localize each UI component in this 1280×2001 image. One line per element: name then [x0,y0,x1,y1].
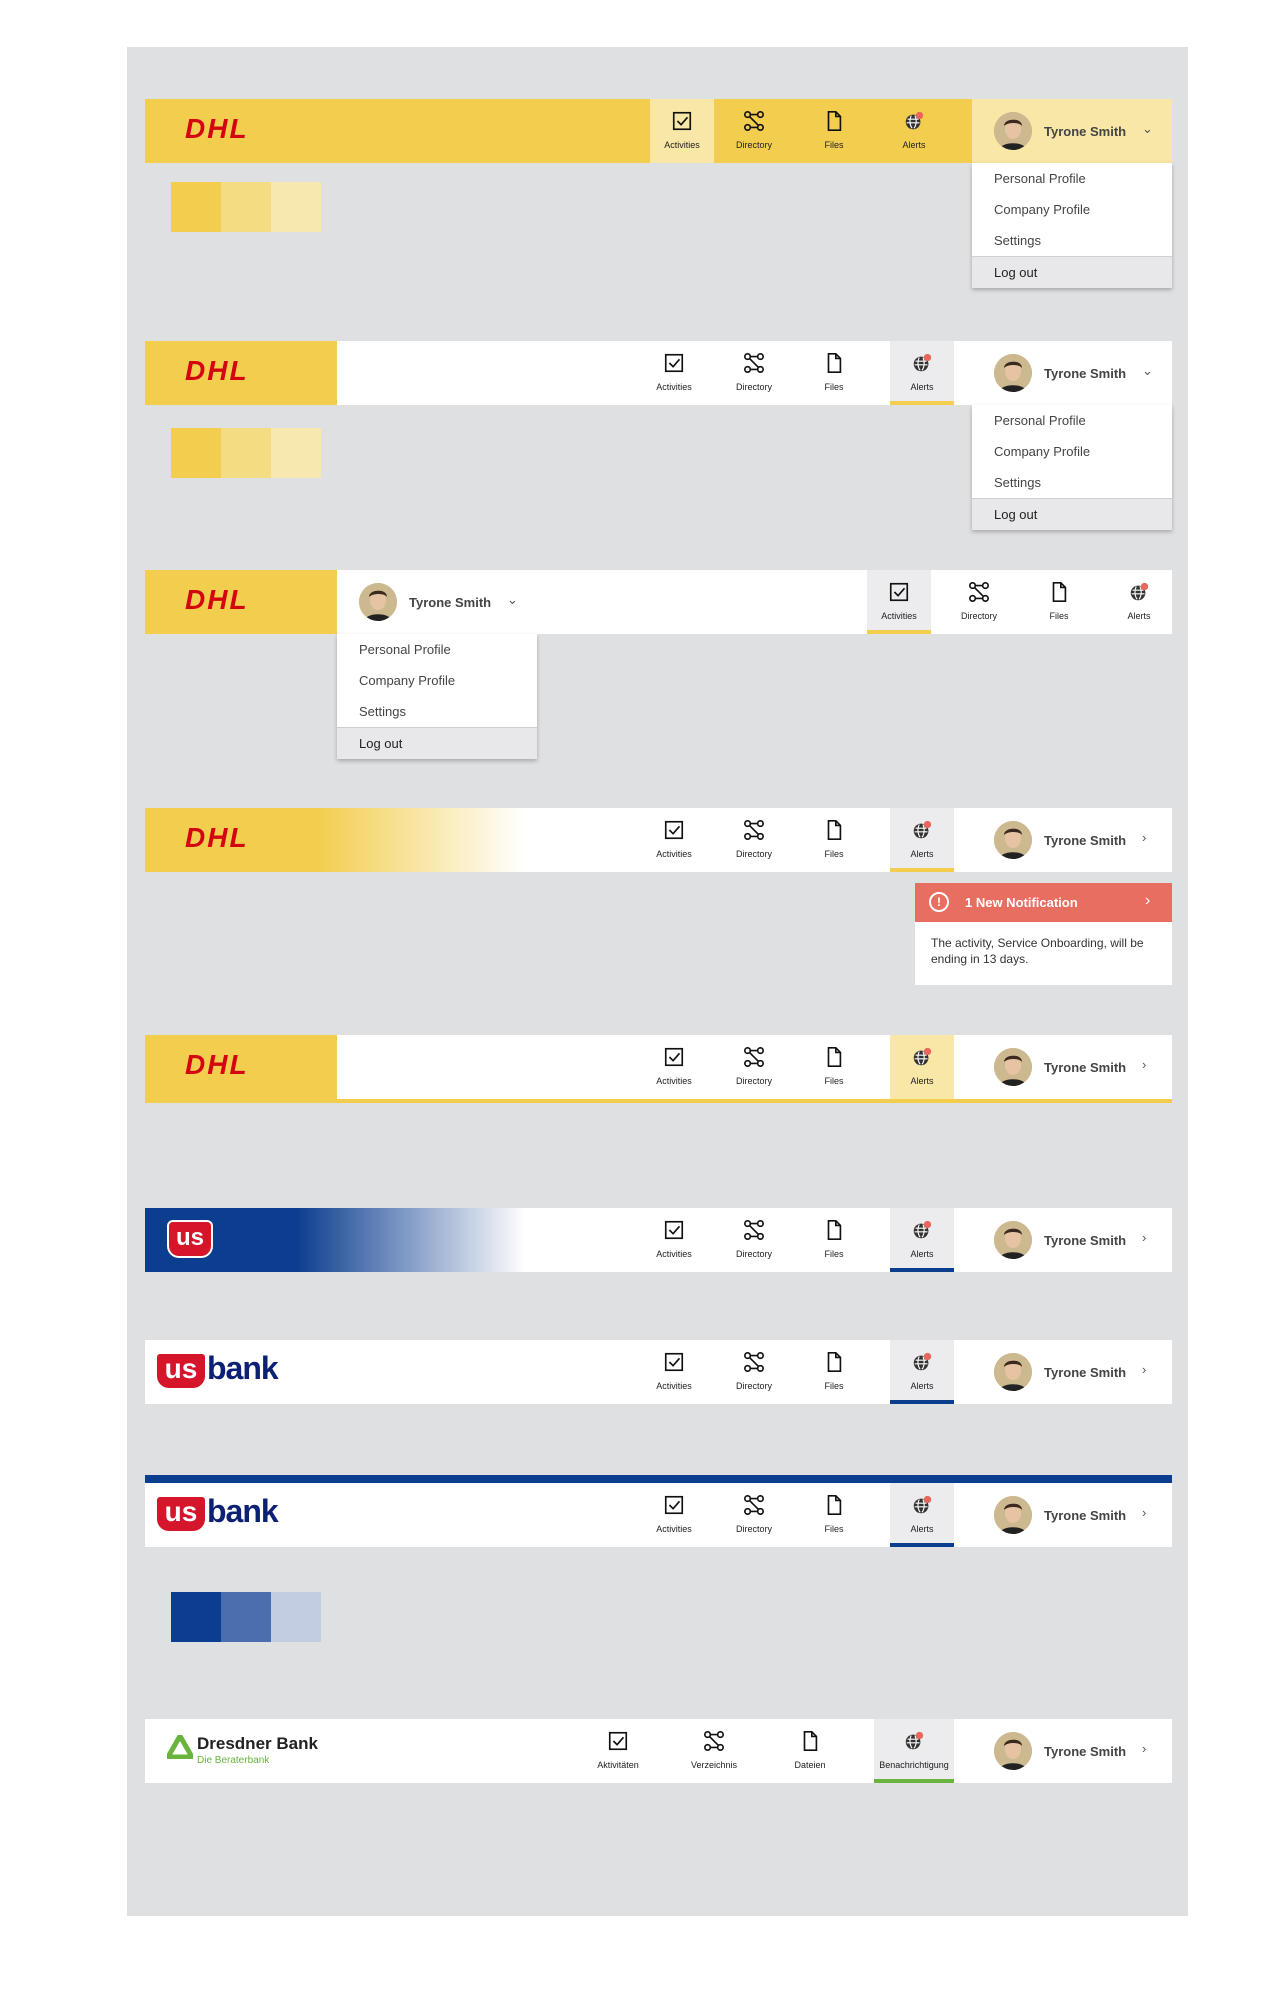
globe-alert-icon [1128,581,1150,603]
menu-logout[interactable]: Log out [972,498,1172,530]
file-icon [823,1219,845,1241]
nav-activities[interactable]: Activities [634,1483,714,1547]
nav-files[interactable]: Files [794,99,874,163]
menu-company-profile[interactable]: Company Profile [994,202,1091,217]
avatar [994,1048,1032,1086]
avatar [994,1496,1032,1534]
notification-header[interactable] [915,883,1172,922]
usbank-logo[interactable] [157,1340,317,1404]
network-icon [743,1494,765,1516]
nav-alerts[interactable]: Benachrichtigung [874,1719,954,1783]
us-logo[interactable] [145,1208,525,1272]
user-menu-toggle[interactable]: Tyrone Smith › [972,1719,1172,1783]
nav-alerts[interactable]: Alerts [890,808,954,872]
checkbox-icon [663,1046,685,1068]
nav-files[interactable]: Files [794,1035,874,1099]
globe-alert-icon [903,110,925,132]
nav-alerts[interactable]: Alerts [890,1340,954,1404]
dresdner-triangle-icon [167,1735,193,1759]
dhl-header-1 [145,99,1172,163]
file-icon [799,1730,821,1752]
file-icon [823,110,845,132]
chevron-right-icon: › [1142,1230,1147,1245]
dresdner-header [145,1719,1172,1783]
menu-settings[interactable]: Settings [994,475,1041,490]
user-menu-toggle[interactable]: Tyrone Smith › [972,1208,1172,1272]
avatar [994,821,1032,859]
nav-alerts[interactable]: Alerts [890,1208,954,1272]
nav-alerts[interactable]: Alerts [890,1035,954,1099]
dresdner-wordmark: Dresdner Bank [197,1734,318,1753]
globe-alert-icon [911,1494,933,1516]
nav-files[interactable]: Files [794,808,874,872]
globe-alert-icon [911,352,933,374]
user-menu-toggle[interactable]: Tyrone Smith › [972,1483,1172,1547]
nav-files[interactable]: Files [1019,570,1099,634]
nav-directory[interactable]: Directory [714,808,794,872]
nav-activities[interactable]: Activities [867,570,931,634]
avatar [994,1221,1032,1259]
notification-panel [915,883,1172,985]
swatch-blue-light [271,1592,321,1642]
dhl-logo[interactable]: DHL [145,570,337,634]
dhl-header-5 [145,1035,1172,1103]
user-menu-toggle[interactable]: Tyrone Smith › [972,1035,1172,1099]
nav-directory[interactable]: Directory [714,99,794,163]
nav-alerts[interactable]: Alerts [874,99,954,163]
checkbox-icon [671,110,693,132]
nav-activities[interactable]: Activities [650,99,714,163]
swatch-blue-mid [221,1592,271,1642]
swatch-blue [171,1592,221,1642]
nav-alerts[interactable]: Alerts [890,1483,954,1547]
nav-files[interactable]: Files [794,1208,874,1272]
nav-files[interactable]: Dateien [762,1719,858,1783]
usbank-header-1 [145,1340,1172,1404]
checkbox-icon [663,352,685,374]
checkbox-icon [663,1494,685,1516]
globe-alert-icon [911,1046,933,1068]
user-dropdown-2 [972,405,1172,530]
user-menu-toggle[interactable]: Tyrone Smith › [972,1340,1172,1404]
nav-alerts[interactable]: Alerts [1099,570,1179,634]
user-dropdown-1 [972,163,1172,288]
nav-alerts[interactable]: Alerts [890,341,954,405]
menu-personal-profile[interactable]: Personal Profile [994,413,1086,428]
nav-directory[interactable]: Directory [714,341,794,405]
avatar [994,112,1032,150]
file-icon [823,1351,845,1373]
notification-body: The activity, Service Onboarding, will be ending in 13 days. [931,936,1144,966]
usbank-shield: us [157,1354,205,1388]
nav-directory[interactable]: Directory [939,570,1019,634]
checkbox-icon [607,1730,629,1752]
chevron-right-icon: › [1142,1741,1147,1756]
menu-personal-profile[interactable]: Personal Profile [359,642,451,657]
nav-activities[interactable]: Aktivitäten [570,1719,666,1783]
user-menu-toggle[interactable]: Tyrone Smith ⌄ [337,570,537,634]
checkbox-icon [663,819,685,841]
usbank-shield: us [157,1497,205,1531]
usbank-wordmark: bank [207,1350,278,1386]
swatch-yellow [171,428,221,478]
usbank-top-stripe [145,1475,1172,1483]
menu-personal-profile[interactable]: Personal Profile [994,171,1086,186]
chevron-right-icon: › [1142,1362,1147,1377]
dhl-header-2 [145,341,1172,405]
network-icon [743,1351,765,1373]
nav-activities[interactable]: Activities [634,1340,714,1404]
nav-directory[interactable]: Directory [714,1035,794,1099]
dresdner-logo[interactable] [163,1719,353,1783]
avatar [994,1353,1032,1391]
user-menu-toggle[interactable]: Tyrone Smith › [972,808,1172,872]
user-menu-toggle[interactable]: Tyrone Smith ⌄ [972,99,1172,163]
menu-logout[interactable]: Log out [972,256,1172,288]
globe-alert-icon [911,1219,933,1241]
user-dropdown-3 [337,634,537,759]
nav-files[interactable]: Files [794,341,874,405]
file-icon [823,819,845,841]
nav-files[interactable]: Files [794,1483,874,1547]
menu-logout[interactable]: Log out [337,727,537,759]
us-shield: us [169,1222,211,1256]
network-icon [743,1219,765,1241]
swatch-yellow-mid [221,182,271,232]
nav-activities[interactable]: Activities [634,341,714,405]
network-icon [968,581,990,603]
checkbox-icon [888,581,910,603]
swatch-yellow-light [271,182,321,232]
nav-directory[interactable]: Directory [714,1208,794,1272]
avatar [994,354,1032,392]
nav-activities[interactable]: Activities [634,1035,714,1099]
network-icon [743,110,765,132]
chevron-down-icon: ⌄ [1142,363,1153,378]
file-icon [823,352,845,374]
nav-files[interactable]: Files [794,1340,874,1404]
file-icon [823,1046,845,1068]
nav-directory[interactable]: Directory [714,1483,794,1547]
chevron-down-icon: ⌄ [507,592,518,607]
dhl-logo[interactable]: DHL [145,1035,337,1099]
chevron-right-icon: › [1145,892,1151,909]
nav-directory[interactable]: Directory [714,1340,794,1404]
usbank-wordmark: bank [207,1493,278,1529]
dhl-logo[interactable]: DHL [145,808,525,872]
nav-activities[interactable]: Activities [634,1208,714,1272]
dhl-logo[interactable]: DHL [145,341,337,405]
nav-directory[interactable]: Verzeichnis [666,1719,762,1783]
avatar [359,583,397,621]
usbank-header-2 [145,1483,1172,1547]
network-icon [703,1730,725,1752]
network-icon [743,1046,765,1068]
user-menu-toggle[interactable]: Tyrone Smith ⌄ [972,341,1172,405]
network-icon [743,352,765,374]
menu-settings[interactable]: Settings [359,704,406,719]
avatar [994,1732,1032,1770]
dresdner-tagline: Die Beraterbank [197,1755,270,1766]
checkbox-icon [663,1351,685,1373]
chevron-right-icon: › [1142,1505,1147,1520]
swatch-yellow [171,182,221,232]
swatch-yellow-light [271,428,321,478]
checkbox-icon [663,1219,685,1241]
globe-alert-icon [911,1351,933,1373]
file-icon [823,1494,845,1516]
usbank-logo[interactable] [157,1483,317,1547]
nav-activities[interactable]: Activities [634,808,714,872]
file-icon [1048,581,1070,603]
us-header-gradient [145,1208,1172,1272]
dhl-header-3 [145,570,1172,634]
chevron-down-icon: ⌄ [1142,121,1153,136]
dhl-logo[interactable]: DHL [185,113,249,144]
menu-settings[interactable]: Settings [994,233,1041,248]
network-icon [743,819,765,841]
menu-company-profile[interactable]: Company Profile [994,444,1091,459]
dhl-header-4 [145,808,1172,872]
chevron-right-icon: › [1142,830,1147,845]
globe-alert-icon [911,819,933,841]
globe-alert-icon [903,1730,925,1752]
menu-company-profile[interactable]: Company Profile [359,673,456,688]
chevron-right-icon: › [1142,1057,1147,1072]
swatch-yellow-mid [221,428,271,478]
alert-circle-icon: ! [929,892,949,912]
notification-title: 1 New Notification [965,895,1078,910]
